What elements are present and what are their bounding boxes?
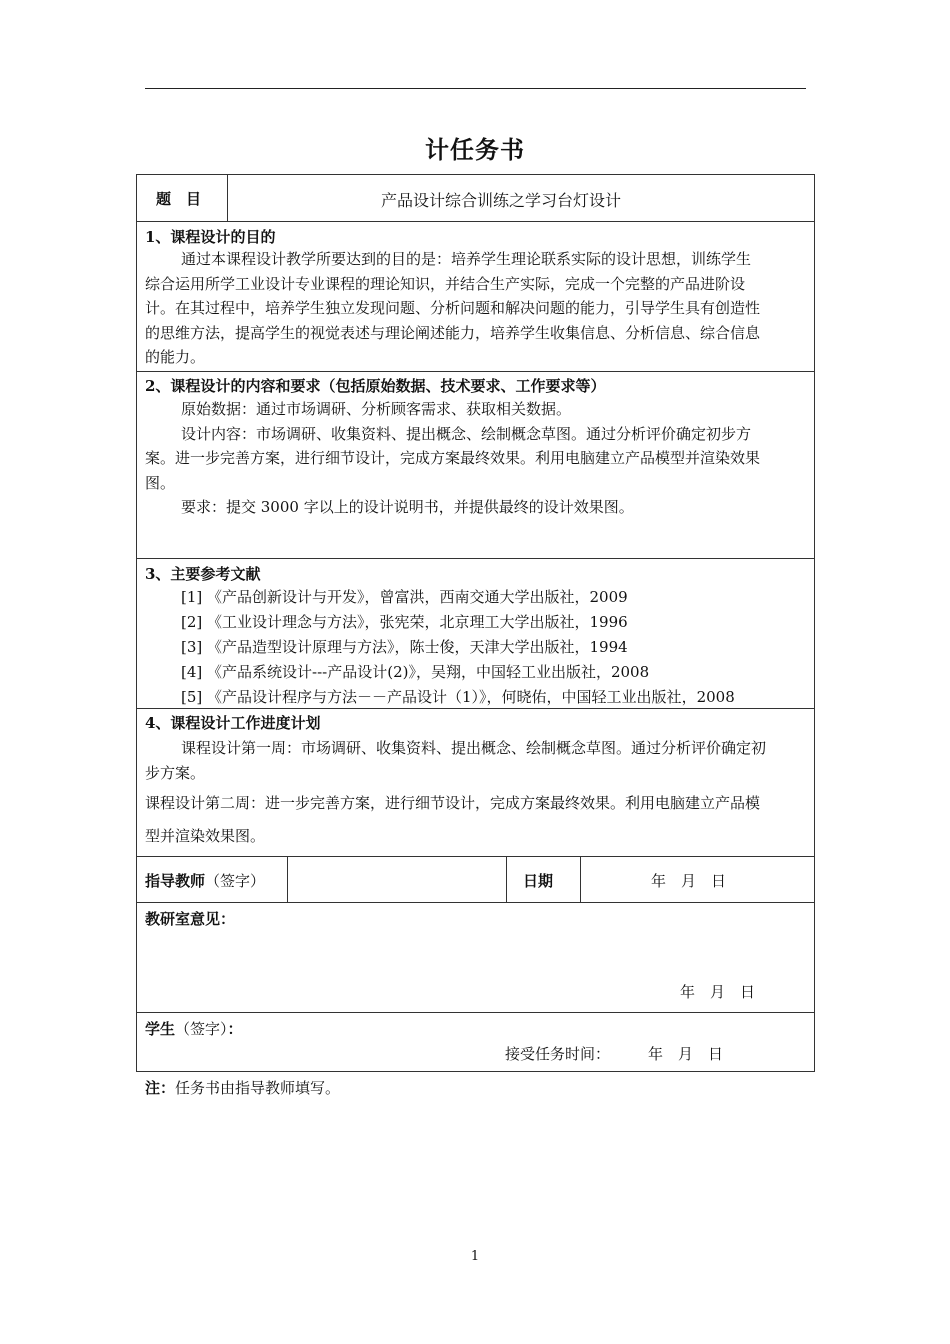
student-label-group bbox=[145, 1018, 243, 1039]
teacher-signature-field[interactable] bbox=[288, 857, 507, 902]
section4-heading: 4、课程设计工作进度计划 bbox=[145, 714, 321, 732]
topic-value: 产品设计综合训练之学习台灯设计 bbox=[381, 191, 622, 210]
task-form-table bbox=[136, 174, 815, 1072]
section4-week2 bbox=[145, 787, 809, 853]
date-label: 日期 bbox=[523, 872, 554, 890]
office-opinion-row bbox=[137, 903, 814, 1013]
section1-line: 的思维方法，提高学生的视觉表述与理论阐述能力，培养学生收集信息、分析信息、综合信息 bbox=[145, 323, 761, 342]
note-text: 任务书由指导教师填写。 bbox=[175, 1079, 341, 1097]
teacher-sign-hint: （签字） bbox=[205, 872, 266, 890]
section3-row bbox=[137, 559, 814, 709]
topic-row bbox=[137, 175, 814, 222]
topic-label-cell bbox=[137, 175, 228, 221]
section1-line: 综合运用所学工业设计专业课程的理论知识，并结合生产实际，完成一个完整的产品进阶设 bbox=[145, 274, 746, 293]
teacher-label-group bbox=[145, 870, 265, 891]
footnote bbox=[145, 1077, 340, 1098]
student-sign-hint: （签字） bbox=[175, 1020, 228, 1038]
section1-line: 计。在其过程中，培养学生独立发现问题、分析问题和解决问题的能力，引导学生具有创造性 bbox=[145, 299, 761, 318]
teacher-date-value: 年 月 日 bbox=[651, 872, 727, 890]
week1-line: 步方案。 bbox=[145, 763, 206, 782]
date-label-cell bbox=[507, 857, 581, 902]
reference-item: [3] 《产品造型设计原理与方法》，陈士俊，天津大学出版社，1994 bbox=[181, 638, 628, 656]
section2-raw-data: 原始数据：通过市场调研、分析顾客需求、获取相关数据。 bbox=[181, 400, 572, 418]
section2-paragraph bbox=[145, 397, 809, 520]
teacher-label: 指导教师 bbox=[145, 872, 206, 890]
reference-item: [5] 《产品设计程序与方法－－产品设计（1）》，何晓佑，中国轻工业出版社，2008 bbox=[181, 688, 735, 706]
teacher-label-cell bbox=[137, 857, 288, 902]
reference-item: [2] 《工业设计理念与方法》，张宪荣，北京理工大学出版社，1996 bbox=[181, 613, 628, 631]
section3-heading: 3、主要参考文献 bbox=[145, 565, 261, 583]
office-opinion-label: 教研室意见： bbox=[145, 910, 236, 928]
signoff-row bbox=[137, 857, 814, 903]
student-row bbox=[137, 1013, 814, 1071]
section2-heading: 2、课程设计的内容和要求（包括原始数据、技术要求、工作要求等） bbox=[145, 377, 606, 395]
section2-content-line: 设计内容：市场调研、收集资料、提出概念、绘制概念草图。通过分析评价确定初步方 bbox=[181, 424, 752, 443]
accept-date-value: 年 月 日 bbox=[648, 1045, 724, 1063]
page-number: 1 bbox=[470, 1249, 480, 1264]
student-colon: ： bbox=[227, 1020, 243, 1038]
section1-heading: 1、课程设计的目的 bbox=[145, 228, 276, 246]
section4-row bbox=[137, 709, 814, 857]
office-date-value: 年 月 日 bbox=[680, 983, 756, 1001]
note-label: 注： bbox=[145, 1079, 176, 1097]
section2-requirement: 要求：提交 3000 字以上的设计说明书，并提供最终的设计效果图。 bbox=[181, 498, 634, 517]
header-rule bbox=[145, 88, 806, 89]
section1-line: 的能力。 bbox=[145, 348, 206, 367]
reference-item: [4] 《产品系统设计---产品设计(2)》，吴翔，中国轻工业出版社，2008 bbox=[181, 663, 650, 681]
topic-value-cell bbox=[228, 175, 814, 221]
week2-line: 型并渲染效果图。 bbox=[145, 827, 266, 845]
section1-row bbox=[137, 222, 814, 372]
document-title: 计任务书 bbox=[425, 135, 525, 164]
accept-time-label: 接受任务时间： bbox=[505, 1045, 611, 1063]
section2-row bbox=[137, 372, 814, 559]
week2-line: 课程设计第二周：进一步完善方案，进行细节设计，完成方案最终效果。利用电脑建立产品模 bbox=[145, 794, 761, 812]
teacher-date-field[interactable] bbox=[581, 857, 814, 902]
section2-content-line: 案。进一步完善方案，进行细节设计，完成方案最终效果。利用电脑建立产品模型并渲染效果 bbox=[145, 449, 761, 468]
section4-week1 bbox=[145, 736, 809, 785]
section1-line: 通过本课程设计教学所要达到的目的是：培养学生理论联系实际的设计思想，训练学生 bbox=[181, 250, 752, 268]
week1-line: 课程设计第一周：市场调研、收集资料、提出概念、绘制概念草图。通过分析评价确定初 bbox=[181, 739, 767, 757]
section1-paragraph bbox=[145, 247, 809, 370]
reference-item: [1] 《产品创新设计与开发》，曾富洪，西南交通大学出版社，2009 bbox=[181, 588, 628, 606]
section2-content-line: 图。 bbox=[145, 473, 176, 492]
student-label: 学生 bbox=[145, 1020, 176, 1038]
topic-label: 题 目 bbox=[156, 190, 202, 208]
